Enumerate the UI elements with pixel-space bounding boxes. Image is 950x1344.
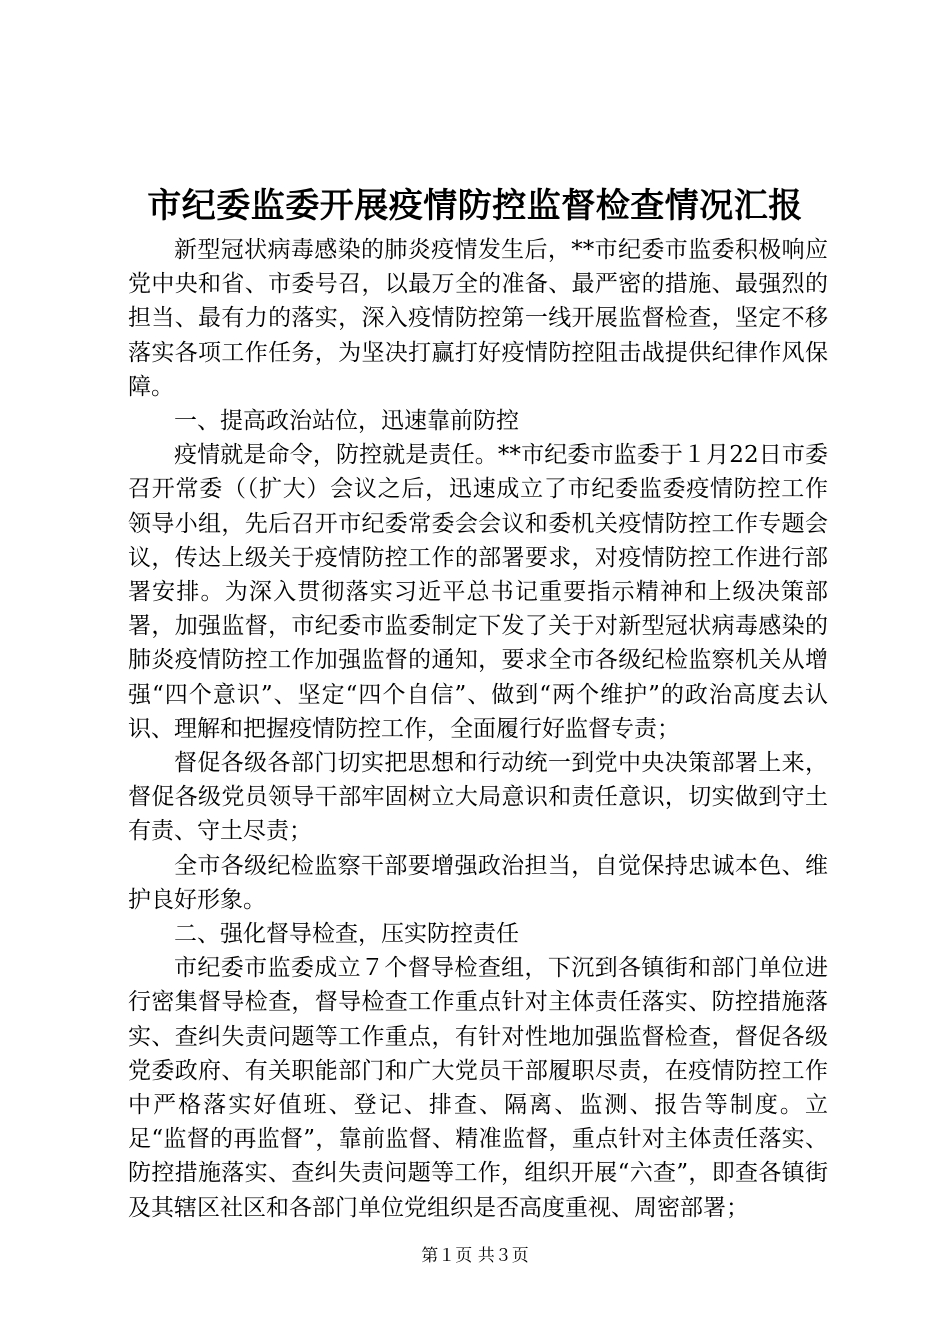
document-title: 市纪委监委开展疫情防控监督检查情况汇报 — [147, 186, 803, 226]
section-1-paragraph: 疫情就是命令，防控就是责任。**市纪委市监委于１月22日市委召开常委（（扩大）会议之后，迅速成立了市纪委监委疫情防控工作领导小组，先后召开市纪委常委会会议和委机关疫情防控工作专题会议，传达上级关于疫情防控工作的部署要求，对疫情防控工作进行部署安排。为深入贯彻落实习近平总书记重要指示精神和上级决策部署，加强监督，市纪委市监委制定下发了关于对新型冠状病毒感染的肺炎疫情防控工作加强监督的通知，要求全市各级纪检监察机关从增强“四个意识”、坚定“四个自信”、做到“两个维护”的政治高度去认识、理解和把握疫情防控工作，全面履行好监督专责； — [128, 442, 828, 742]
document-body — [128, 233, 828, 1225]
section-2-paragraph: 市纪委市监委成立７个督导检查组，下沉到各镇街和部门单位进行密集督导检查，督导检查工作重点针对主体责任落实、防控措施落实、查纠失责问题等工作重点，有针对性地加强监督检查，督促各级党委政府、有关职能部门和广大党员干部履职尽责，在疫情防控工作中严格落实好值班、登记、排查、隔离、监测、报告等制度。立足“监督的再监督”，靠前监督、精准监督，重点针对主体责任落实、防控措施落实、查纠失责问题等工作，组织开展“六查”，即查各镇街及其辖区社区和各部门单位党组织是否高度重视、周密部署； — [128, 955, 828, 1221]
section-heading-2: 二、强化督导检查，压实防控责任 — [174, 921, 519, 948]
section-1-paragraph: 全市各级纪检监察干部要增强政治担当，自觉保持忠诚本色、维护良好形象。 — [128, 852, 828, 913]
section-1-paragraph: 督促各级各部门切实把思想和行动统一到党中央决策部署上来，督促各级党员领导干部牢固树立大局意识和责任意识，切实做到守土有责、守土尽责； — [128, 750, 828, 845]
intro-paragraph: 新型冠状病毒感染的肺炎疫情发生后，**市纪委市监委积极响应党中央和省、市委号召，以最万全的准备、最严密的措施、最强烈的担当、最有力的落实，深入疫情防控第一线开展监督检查，坚定不移落实各项工作任务，为坚决打赢打好疫情防控阻击战提供纪律作风保障。 — [128, 237, 828, 400]
section-heading-1: 一、提高政治站位，迅速靠前防控 — [174, 408, 519, 435]
page-number-footer: 第１页 共３页 — [421, 1246, 529, 1266]
